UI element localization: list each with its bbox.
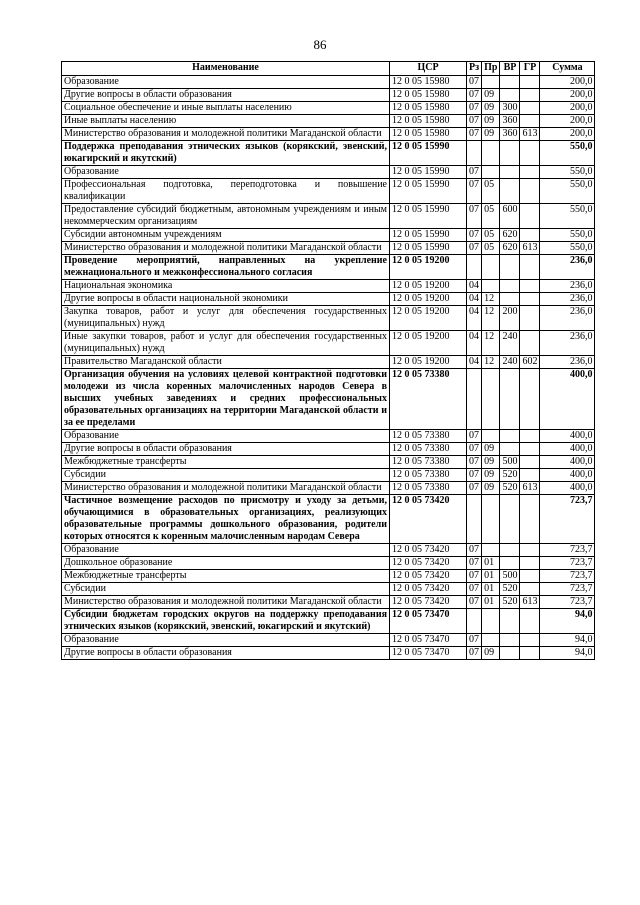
- cell-rz: [467, 495, 482, 544]
- cell-csr: 12 0 05 15990: [390, 166, 467, 179]
- cell-pr: [482, 255, 500, 280]
- cell-rz: 07: [467, 544, 482, 557]
- cell-csr: 12 0 05 15980: [390, 76, 467, 89]
- cell-pr: [482, 76, 500, 89]
- cell-csr: 12 0 05 19200: [390, 331, 467, 356]
- table-row: [62, 469, 595, 482]
- cell-gr: [520, 280, 540, 293]
- cell-csr: 12 0 05 15990: [390, 229, 467, 242]
- cell-gr: [520, 557, 540, 570]
- table-row: [62, 443, 595, 456]
- cell-rz: 07: [467, 456, 482, 469]
- cell-pr: 09: [482, 456, 500, 469]
- cell-name: Министерство образования и молодежной политики Магаданской области: [62, 242, 390, 255]
- cell-sum: 550,0: [540, 204, 595, 229]
- cell-gr: [520, 647, 540, 660]
- cell-gr: [520, 430, 540, 443]
- cell-vr: [500, 443, 520, 456]
- cell-pr: 05: [482, 179, 500, 204]
- cell-csr: 12 0 05 15990: [390, 141, 467, 166]
- cell-csr: 12 0 05 73420: [390, 544, 467, 557]
- cell-pr: [482, 609, 500, 634]
- cell-csr: 12 0 05 15990: [390, 179, 467, 204]
- cell-name: Проведение мероприятий, направленных на укрепление межнационального и межконфессионального согласия: [62, 255, 390, 280]
- cell-gr: [520, 102, 540, 115]
- header-rz: Рз: [467, 62, 482, 76]
- cell-pr: [482, 430, 500, 443]
- cell-csr: 12 0 05 15980: [390, 115, 467, 128]
- cell-gr: [520, 443, 540, 456]
- cell-csr: 12 0 05 73420: [390, 570, 467, 583]
- table-row: [62, 242, 595, 255]
- cell-sum: 723,7: [540, 557, 595, 570]
- cell-rz: 04: [467, 280, 482, 293]
- cell-csr: 12 0 05 73420: [390, 495, 467, 544]
- cell-rz: 07: [467, 242, 482, 255]
- cell-sum: 236,0: [540, 255, 595, 280]
- cell-pr: 12: [482, 293, 500, 306]
- cell-rz: [467, 369, 482, 430]
- cell-pr: 01: [482, 583, 500, 596]
- cell-sum: 550,0: [540, 141, 595, 166]
- cell-name: Организация обучения на условиях целевой контрактной подготовки молодежи из числа коренных малочисленных народов Севера в высших учебных заведениях и средних профессиональных образовательных организациях на территории Магаданской области и за ее пределами: [62, 369, 390, 430]
- cell-csr: 12 0 05 73380: [390, 443, 467, 456]
- cell-gr: [520, 609, 540, 634]
- cell-gr: [520, 331, 540, 356]
- cell-gr: 613: [520, 482, 540, 495]
- table-row: [62, 430, 595, 443]
- cell-csr: 12 0 05 73470: [390, 609, 467, 634]
- cell-sum: 400,0: [540, 456, 595, 469]
- cell-vr: [500, 495, 520, 544]
- cell-csr: 12 0 05 73470: [390, 647, 467, 660]
- cell-rz: 04: [467, 331, 482, 356]
- cell-pr: 09: [482, 89, 500, 102]
- cell-vr: 620: [500, 242, 520, 255]
- cell-gr: [520, 544, 540, 557]
- cell-sum: 550,0: [540, 179, 595, 204]
- cell-pr: 09: [482, 443, 500, 456]
- cell-name: Образование: [62, 76, 390, 89]
- cell-sum: 550,0: [540, 229, 595, 242]
- header-vr: ВР: [500, 62, 520, 76]
- cell-name: Образование: [62, 430, 390, 443]
- cell-sum: 200,0: [540, 76, 595, 89]
- cell-rz: 04: [467, 306, 482, 331]
- cell-csr: 12 0 05 73470: [390, 634, 467, 647]
- cell-csr: 12 0 05 73420: [390, 596, 467, 609]
- cell-sum: 723,7: [540, 495, 595, 544]
- cell-pr: [482, 634, 500, 647]
- header-csr: ЦСР: [390, 62, 467, 76]
- cell-sum: 236,0: [540, 293, 595, 306]
- cell-pr: [482, 141, 500, 166]
- table-row: [62, 369, 595, 430]
- cell-name: Закупка товаров, работ и услуг для обеспечения государственных (муниципальных) нужд: [62, 306, 390, 331]
- cell-name: Национальная экономика: [62, 280, 390, 293]
- cell-sum: 236,0: [540, 280, 595, 293]
- table-row: [62, 356, 595, 369]
- table-row: [62, 89, 595, 102]
- table-row: [62, 166, 595, 179]
- cell-rz: [467, 609, 482, 634]
- cell-rz: 07: [467, 204, 482, 229]
- cell-pr: 09: [482, 647, 500, 660]
- cell-rz: 07: [467, 89, 482, 102]
- cell-vr: [500, 369, 520, 430]
- cell-vr: [500, 293, 520, 306]
- cell-vr: [500, 255, 520, 280]
- header-sum: Сумма: [540, 62, 595, 76]
- cell-rz: 04: [467, 293, 482, 306]
- table-row: [62, 115, 595, 128]
- cell-name: Субсидии: [62, 583, 390, 596]
- cell-pr: 01: [482, 570, 500, 583]
- cell-gr: [520, 229, 540, 242]
- cell-rz: 07: [467, 115, 482, 128]
- cell-vr: [500, 141, 520, 166]
- table-row: [62, 255, 595, 280]
- cell-rz: 07: [467, 634, 482, 647]
- cell-gr: [520, 456, 540, 469]
- cell-csr: 12 0 05 15980: [390, 89, 467, 102]
- cell-name: Иные закупки товаров, работ и услуг для обеспечения государственных (муниципальных) нужд: [62, 331, 390, 356]
- cell-vr: 520: [500, 469, 520, 482]
- cell-name: Другие вопросы в области образования: [62, 647, 390, 660]
- cell-gr: [520, 570, 540, 583]
- table-row: [62, 570, 595, 583]
- cell-name: Министерство образования и молодежной политики Магаданской области: [62, 596, 390, 609]
- table-row: [62, 482, 595, 495]
- table-row: [62, 647, 595, 660]
- cell-rz: 07: [467, 166, 482, 179]
- cell-rz: 07: [467, 102, 482, 115]
- cell-gr: 602: [520, 356, 540, 369]
- table-row: [62, 596, 595, 609]
- cell-vr: 520: [500, 583, 520, 596]
- table-row: [62, 495, 595, 544]
- cell-vr: [500, 609, 520, 634]
- cell-vr: [500, 89, 520, 102]
- table-row: [62, 76, 595, 89]
- table-row: [62, 609, 595, 634]
- cell-pr: [482, 544, 500, 557]
- budget-table: [61, 61, 595, 660]
- cell-pr: 01: [482, 557, 500, 570]
- cell-csr: 12 0 05 19200: [390, 255, 467, 280]
- cell-pr: 09: [482, 102, 500, 115]
- cell-csr: 12 0 05 73380: [390, 430, 467, 443]
- header-name: Наименование: [62, 62, 390, 76]
- cell-csr: 12 0 05 73380: [390, 469, 467, 482]
- cell-name: Предоставление субсидий бюджетным, автономным учреждениям и иным некоммерческим организациям: [62, 204, 390, 229]
- cell-name: Субсидии автономным учреждениям: [62, 229, 390, 242]
- cell-csr: 12 0 05 19200: [390, 293, 467, 306]
- table-row: [62, 456, 595, 469]
- cell-vr: [500, 544, 520, 557]
- cell-gr: [520, 204, 540, 229]
- cell-csr: 12 0 05 19200: [390, 356, 467, 369]
- cell-name: Социальное обеспечение и иные выплаты населению: [62, 102, 390, 115]
- cell-sum: 723,7: [540, 583, 595, 596]
- cell-sum: 400,0: [540, 369, 595, 430]
- table-row: [62, 544, 595, 557]
- cell-pr: 05: [482, 204, 500, 229]
- cell-csr: 12 0 05 73380: [390, 369, 467, 430]
- cell-name: Правительство Магаданской области: [62, 356, 390, 369]
- table-row: [62, 204, 595, 229]
- cell-csr: 12 0 05 15980: [390, 102, 467, 115]
- cell-sum: 400,0: [540, 443, 595, 456]
- cell-rz: [467, 141, 482, 166]
- cell-rz: [467, 255, 482, 280]
- cell-name: Субсидии: [62, 469, 390, 482]
- cell-vr: 360: [500, 128, 520, 141]
- cell-gr: [520, 293, 540, 306]
- cell-pr: 01: [482, 596, 500, 609]
- cell-gr: [520, 495, 540, 544]
- cell-pr: 05: [482, 229, 500, 242]
- cell-name: Министерство образования и молодежной политики Магаданской области: [62, 482, 390, 495]
- cell-vr: 500: [500, 570, 520, 583]
- table-body: [62, 76, 595, 660]
- cell-name: Другие вопросы в области образования: [62, 89, 390, 102]
- cell-csr: 12 0 05 15980: [390, 128, 467, 141]
- cell-sum: 400,0: [540, 430, 595, 443]
- cell-pr: 12: [482, 331, 500, 356]
- cell-csr: 12 0 05 73420: [390, 583, 467, 596]
- cell-name: Образование: [62, 544, 390, 557]
- cell-vr: 520: [500, 596, 520, 609]
- table-row: [62, 583, 595, 596]
- cell-sum: 723,7: [540, 544, 595, 557]
- cell-sum: 200,0: [540, 102, 595, 115]
- table-row: [62, 141, 595, 166]
- header-pr: Пр: [482, 62, 500, 76]
- cell-gr: [520, 76, 540, 89]
- cell-sum: 200,0: [540, 89, 595, 102]
- cell-sum: 236,0: [540, 331, 595, 356]
- cell-rz: 07: [467, 443, 482, 456]
- cell-sum: 400,0: [540, 469, 595, 482]
- cell-rz: 07: [467, 647, 482, 660]
- cell-vr: [500, 557, 520, 570]
- cell-name: Образование: [62, 166, 390, 179]
- cell-pr: [482, 369, 500, 430]
- table-row: [62, 280, 595, 293]
- cell-pr: 09: [482, 482, 500, 495]
- cell-sum: 94,0: [540, 609, 595, 634]
- cell-sum: 550,0: [540, 166, 595, 179]
- cell-rz: 07: [467, 482, 482, 495]
- cell-csr: 12 0 05 19200: [390, 306, 467, 331]
- cell-pr: 09: [482, 115, 500, 128]
- cell-sum: 94,0: [540, 647, 595, 660]
- cell-rz: 07: [467, 430, 482, 443]
- cell-pr: 12: [482, 306, 500, 331]
- cell-vr: [500, 166, 520, 179]
- table-row: [62, 179, 595, 204]
- cell-gr: [520, 141, 540, 166]
- cell-name: Межбюджетные трансферты: [62, 456, 390, 469]
- cell-name: Межбюджетные трансферты: [62, 570, 390, 583]
- cell-vr: 240: [500, 331, 520, 356]
- cell-vr: 360: [500, 115, 520, 128]
- table-row: [62, 331, 595, 356]
- cell-gr: 613: [520, 128, 540, 141]
- cell-gr: [520, 634, 540, 647]
- table-row: [62, 293, 595, 306]
- cell-sum: 94,0: [540, 634, 595, 647]
- cell-gr: [520, 166, 540, 179]
- table-row: [62, 229, 595, 242]
- cell-gr: [520, 469, 540, 482]
- cell-rz: 04: [467, 356, 482, 369]
- cell-pr: 05: [482, 242, 500, 255]
- cell-sum: 723,7: [540, 570, 595, 583]
- cell-pr: [482, 166, 500, 179]
- cell-rz: 07: [467, 128, 482, 141]
- cell-sum: 400,0: [540, 482, 595, 495]
- cell-pr: [482, 495, 500, 544]
- cell-gr: 613: [520, 596, 540, 609]
- cell-rz: 07: [467, 557, 482, 570]
- cell-vr: [500, 634, 520, 647]
- cell-gr: [520, 583, 540, 596]
- cell-vr: 300: [500, 102, 520, 115]
- cell-sum: 200,0: [540, 115, 595, 128]
- cell-vr: 200: [500, 306, 520, 331]
- cell-vr: 620: [500, 229, 520, 242]
- cell-csr: 12 0 05 73420: [390, 557, 467, 570]
- cell-rz: 07: [467, 179, 482, 204]
- table-row: [62, 102, 595, 115]
- cell-vr: [500, 647, 520, 660]
- cell-pr: 12: [482, 356, 500, 369]
- cell-name: Министерство образования и молодежной политики Магаданской области: [62, 128, 390, 141]
- cell-csr: 12 0 05 73380: [390, 456, 467, 469]
- cell-name: Дошкольное образование: [62, 557, 390, 570]
- cell-rz: 07: [467, 583, 482, 596]
- cell-gr: 613: [520, 242, 540, 255]
- cell-rz: 07: [467, 469, 482, 482]
- table-row: [62, 128, 595, 141]
- cell-csr: 12 0 05 73380: [390, 482, 467, 495]
- cell-sum: 723,7: [540, 596, 595, 609]
- cell-name: Образование: [62, 634, 390, 647]
- cell-rz: 07: [467, 229, 482, 242]
- table-header-row: [62, 62, 595, 76]
- cell-rz: 07: [467, 596, 482, 609]
- cell-pr: [482, 280, 500, 293]
- cell-csr: 12 0 05 15990: [390, 204, 467, 229]
- header-gr: ГР: [520, 62, 540, 76]
- cell-sum: 236,0: [540, 306, 595, 331]
- cell-vr: [500, 430, 520, 443]
- table-row: [62, 306, 595, 331]
- cell-name: Профессиональная подготовка, переподготовка и повышение квалификации: [62, 179, 390, 204]
- cell-gr: [520, 369, 540, 430]
- cell-vr: [500, 76, 520, 89]
- cell-vr: 500: [500, 456, 520, 469]
- cell-vr: 240: [500, 356, 520, 369]
- cell-csr: 12 0 05 19200: [390, 280, 467, 293]
- cell-vr: 600: [500, 204, 520, 229]
- cell-name: Другие вопросы в области образования: [62, 443, 390, 456]
- cell-name: Частичное возмещение расходов по присмотру и уходу за детьми, обучающимися в образовательных организациях, реализующих образовательные программы дошкольного образования, родители которых относятся к коренным малочисленным народам Севера: [62, 495, 390, 544]
- cell-gr: [520, 255, 540, 280]
- cell-vr: 520: [500, 482, 520, 495]
- cell-pr: 09: [482, 469, 500, 482]
- cell-sum: 236,0: [540, 356, 595, 369]
- cell-vr: [500, 179, 520, 204]
- cell-name: Иные выплаты населению: [62, 115, 390, 128]
- cell-gr: [520, 89, 540, 102]
- page-number: 86: [313, 37, 327, 52]
- cell-rz: 07: [467, 76, 482, 89]
- cell-name: Другие вопросы в области национальной экономики: [62, 293, 390, 306]
- cell-csr: 12 0 05 15990: [390, 242, 467, 255]
- table-row: [62, 634, 595, 647]
- cell-name: Субсидии бюджетам городских округов на поддержку преподавания этнических языков (корякский, эвенский, юкагирский и якутский): [62, 609, 390, 634]
- cell-rz: 07: [467, 570, 482, 583]
- cell-sum: 550,0: [540, 242, 595, 255]
- cell-gr: [520, 306, 540, 331]
- table-row: [62, 557, 595, 570]
- cell-vr: [500, 280, 520, 293]
- cell-name: Поддержка преподавания этнических языков (корякский, эвенский, юкагирский и якутский): [62, 141, 390, 166]
- cell-sum: 200,0: [540, 128, 595, 141]
- cell-pr: 09: [482, 128, 500, 141]
- cell-gr: [520, 115, 540, 128]
- cell-gr: [520, 179, 540, 204]
